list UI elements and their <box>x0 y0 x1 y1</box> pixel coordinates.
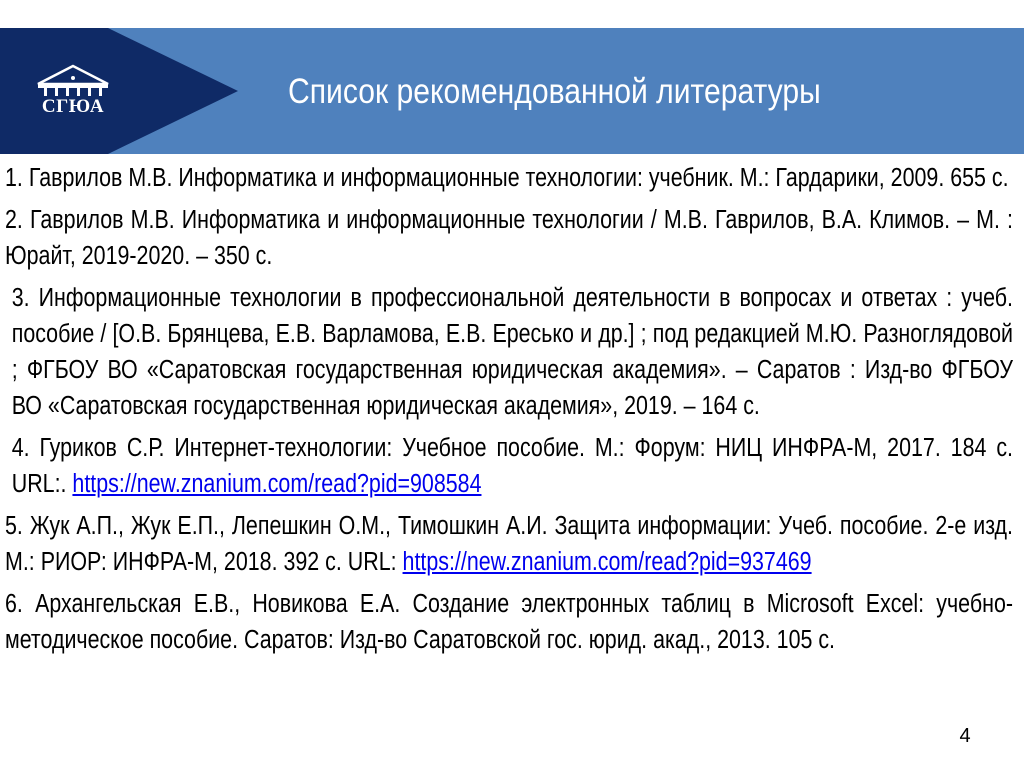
reference-text: Жук А.П., Жук Е.П., Лепешкин О.М., Тимошкин А.И. Защита информации: Учеб. пособие. 2-е изд. М.: РИОР: ИНФРА-М, 2018. 392 с. URL: <box>5 512 1013 576</box>
reference-text: Гуриков С.Р. Интернет-технологии: Учебное пособие. М.: Форум: НИЦ ИНФРА-М, 2017. 184 с. URL:. <box>11 434 1013 498</box>
reference-text: Гаврилов М.В. Информатика и информационные технологии: учебник. М.: Гардарики, 2009. 655 с. <box>28 164 1009 192</box>
reference-text: Информационные технологии в профессиональной деятельности в вопросах и ответах : учеб. пособие / [О.В. Брянцева, Е.В. Варламова, Е.В. Ересько и др.] ; под редакцией М.Ю. Разноглядовой ; ФГБОУ ВО «Саратовская государственная юридическая академия». – Саратов : Изд-во ФГБОУ ВО «Саратовская государственная юридическая академия», 2019. – 164 с. <box>11 284 1013 420</box>
reference-link[interactable]: https://new.znanium.com/read?pid=908584 <box>72 470 482 498</box>
logo <box>30 62 116 124</box>
reference-item-6 <box>5 586 1013 658</box>
reference-number: 6. <box>5 590 23 618</box>
page-number: 4 <box>959 725 971 747</box>
reference-number: 5. <box>5 512 23 540</box>
logo-text: СГЮА <box>41 96 105 117</box>
reference-item-4 <box>5 430 1013 502</box>
reference-item-2 <box>5 202 1013 274</box>
reference-list <box>5 160 1013 664</box>
reference-text: Гаврилов М.В. Информатика и информационные технологии / М.В. Гаврилов, В.А. Климов. – М. : Юрайт, 2019-2020. – 350 с. <box>5 206 1013 270</box>
reference-link[interactable]: https://new.znanium.com/read?pid=937469 <box>402 548 812 576</box>
reference-number: 3. <box>11 284 30 312</box>
reference-number: 4. <box>11 434 30 462</box>
reference-item-3 <box>5 280 1013 424</box>
reference-number: 2. <box>5 206 23 234</box>
page-title: Список рекомендованной литературы <box>288 72 821 111</box>
reference-item-5 <box>5 508 1013 580</box>
reference-number: 1. <box>5 164 23 192</box>
reference-item-1 <box>5 160 1013 196</box>
reference-text: Архангельская Е.В., Новикова Е.А. Создание электронных таблиц в Microsoft Excel: учебно-методическое пособие. Саратов: Изд-во Саратовской гос. юрид. акад., 2013. 105 с. <box>5 590 1013 654</box>
